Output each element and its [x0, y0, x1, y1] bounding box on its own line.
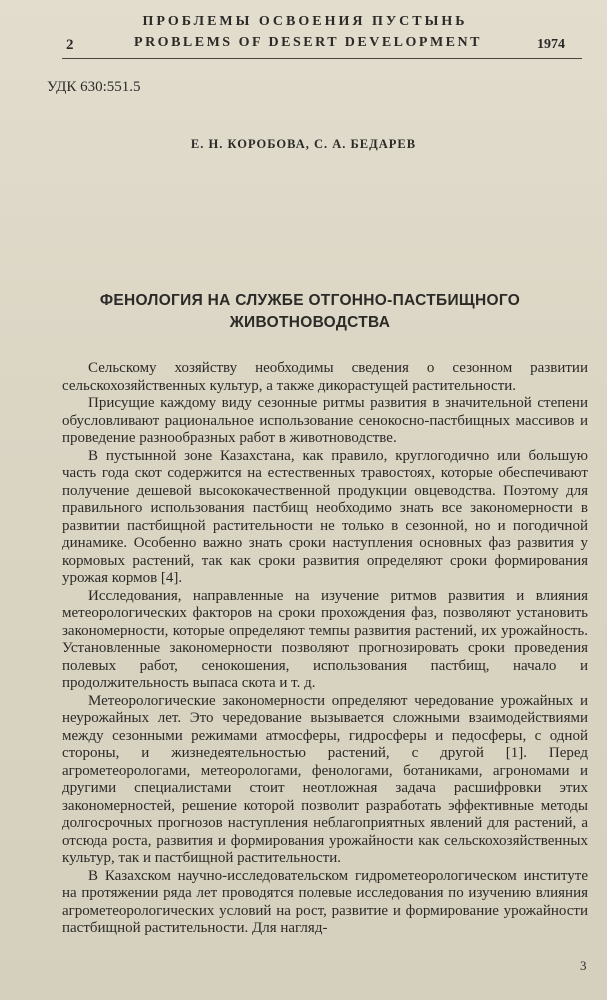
header-rule: [62, 58, 582, 59]
header-year: 1974: [537, 37, 565, 52]
journal-title-en: PROBLEMS OF DESERT DEVELOPMENT: [134, 35, 482, 50]
footer-page-number: 3: [580, 958, 587, 973]
journal-title-ru: ПРОБЛЕМЫ ОСВОЕНИЯ ПУСТЫНЬ: [142, 14, 468, 29]
paragraph: В Казахском научно-исследовательском гидрометеорологическом институте на протяжении ряда лет проводятся полевые исследования по изучению влияния агрометеорологических условий на рост, развитие и формирование урожайности пастбищной растительности. Для нагляд-: [62, 867, 588, 936]
header-page-number: 2: [66, 37, 74, 53]
article-body: [62, 360, 588, 938]
article-authors: Е. Н. КОРОБОВА, С. А. БЕДАРЕВ: [190, 137, 417, 151]
running-header: [0, 14, 607, 60]
paragraph: Сельскому хозяйству необходимы сведения о сезонном развитии сельскохозяйственных культур, а также дикорастущей растительности.: [62, 360, 588, 394]
paragraph: В пустынной зоне Казахстана, как правило, круглогодично или большую часть года скот содержится на естественных травостоях, которые обеспечивают получение дешевой высококачественной продукции овцеводства. Поэтому для правильного использования пастбищ необходимо знать все закономерности в развитии пастбищной растительности не только в сезонной, но и погодичной динамике. Особенно важно знать сроки наступления основных фаз развития у кормовых растений, так как сроки развития определяют сроки формирования урожая кормов [4].: [62, 447, 588, 586]
paragraph: Исследования, направленные на изучение ритмов развития и влияния метеорологических факторов на сроки прохождения фаз, позволяют установить закономерности, которые определяют темпы развития растений, их урожайность. Установленные закономерности позволяют прогнозировать сроки проведения полевых работ, сенокошения, использования пастбищ, начало и продолжительность выпаса скота и т. д.: [62, 587, 588, 691]
article-title: ФЕНОЛОГИЯ НА СЛУЖБЕ ОТГОННО-ПАСТБИЩНОГО ЖИВОТНОВОДСТВА: [99, 292, 521, 331]
paragraph: Метеорологические закономерности определяют чередование урожайных и неурожайных лет. Это чередование вызывается сложными взаимодействиями между сезонными режимами атмосферы, гидросферы и педосферы, с одной стороны, и жизнедеятельностью растений, с другой [1]. Перед агрометеорологами, метеорологами, фенологами, ботаниками, агрономами и другими специалистами стоит неотложная задача расшифровки этих закономерностей, решение которой позволит разработать эффективные методы долгосрочных прогнозов наступления неблагоприятных явлений для растений, а отсюда роста, развития и формирования урожайности как сельскохозяйственных культур, так и пастбищной растительности.: [62, 692, 588, 866]
paragraph: Присущие каждому виду сезонные ритмы развития в значительной степени обусловливают рациональное использование сенокосно-пастбищных массивов и проведение разнообразных работ в животноводстве.: [62, 395, 588, 446]
udk-code: УДК 630:551.5: [47, 79, 141, 95]
